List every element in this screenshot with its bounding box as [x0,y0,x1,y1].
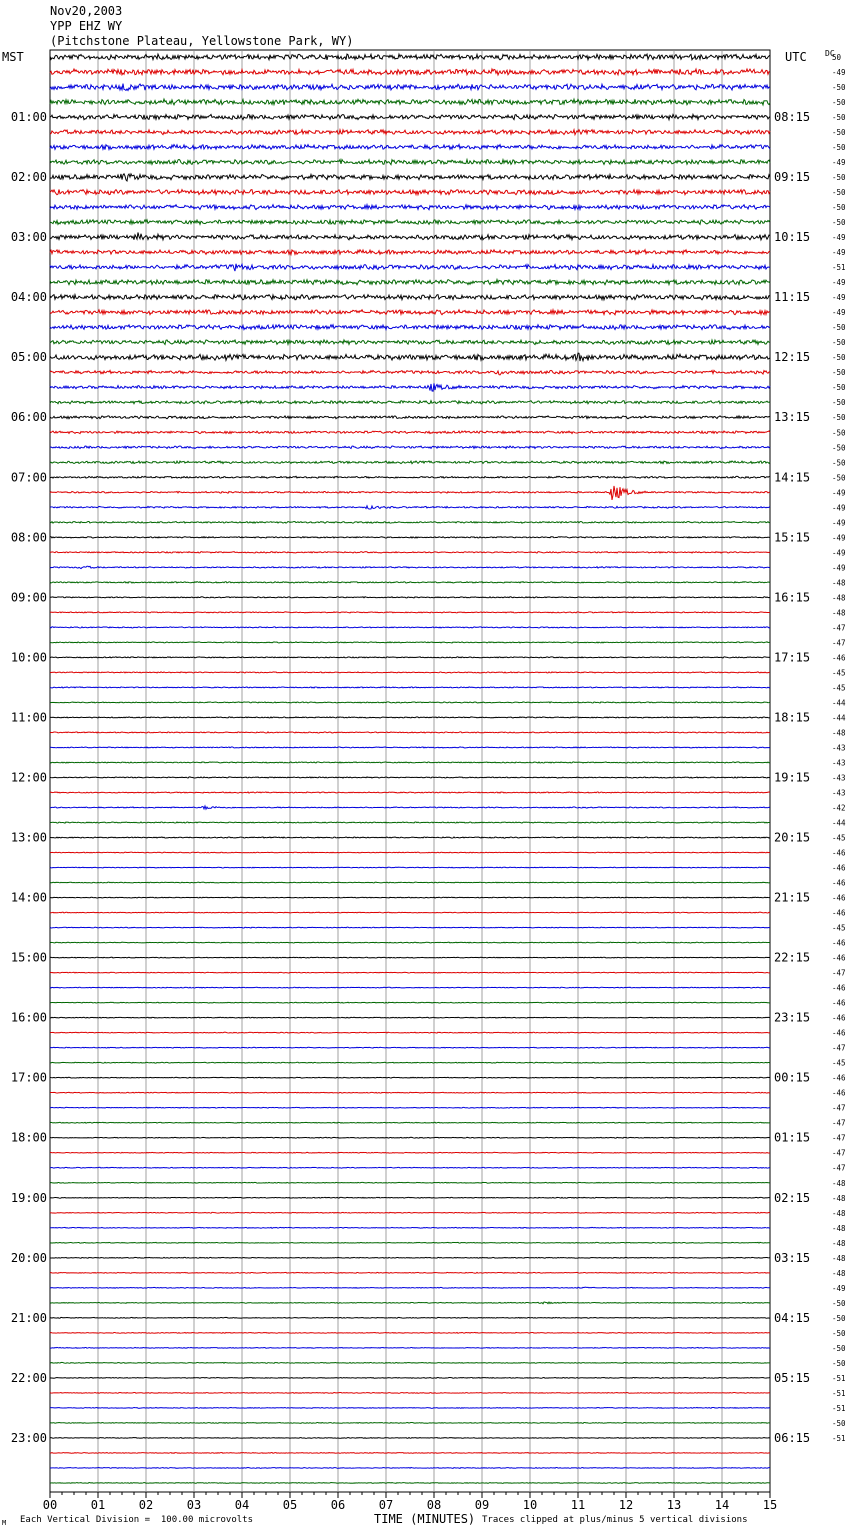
trace-line [50,99,770,105]
trace-line [50,1242,770,1243]
x-tick-label: 01 [90,1498,106,1512]
trace-line [50,1212,770,1213]
trace-line [50,1107,770,1108]
dc-offset-label: -51 [832,1388,846,1398]
trace-line [50,1407,770,1408]
trace-line [50,762,770,763]
dc-offset-label: -43 [832,758,846,768]
dc-offset-label: -50 [832,83,846,93]
dc-offset-label: -46 [832,653,846,663]
dc-offset-label: -49 [832,563,846,573]
trace-line [50,190,770,195]
trace-line [50,1182,770,1183]
trace-line [50,159,770,164]
x-tick-label: 05 [282,1498,298,1512]
trace-line [50,837,770,838]
utc-hour-label: 20:15 [774,830,811,845]
dc-offset-label: -46 [832,863,846,873]
trace-line [50,353,770,361]
utc-hour-label: 14:15 [774,470,811,485]
utc-hour-label: 05:15 [774,1370,811,1385]
trace-line [50,446,770,449]
x-tick-label: 00 [42,1498,58,1512]
seismic-traces [50,54,770,1483]
dc-offset-label: -49 [832,533,846,543]
utc-hour-label: 16:15 [774,590,811,605]
trace-line [50,325,770,330]
dc-offset-label: -50 [832,128,846,138]
trace-line [50,777,770,778]
dc-offset-label: -46 [832,1013,846,1023]
dc-offset-label: -45 [832,1058,846,1068]
trace-line [50,280,770,285]
trace-line [50,597,770,598]
trace-line [50,582,770,583]
mst-hour-label: 06:00 [10,410,47,425]
x-tick-label: 12 [618,1498,634,1512]
dc-offset-label: -48 [832,728,846,738]
trace-line [50,1392,770,1393]
dc-offset-label: -48 [832,1238,846,1248]
trace-line [50,702,770,703]
trace-line [50,672,770,673]
utc-hour-label: 10:15 [774,230,811,245]
trace-line [50,1422,770,1423]
dc-header: DC [825,49,835,58]
dc-offset-label: -46 [832,953,846,963]
mst-hour-label: 22:00 [10,1370,47,1385]
dc-offset-label: -46 [832,878,846,888]
dc-offset-label: -50 [832,368,846,378]
dc-offset-label: -48 [832,1253,846,1263]
utc-hour-label: 02:15 [774,1190,811,1205]
trace-line [50,1152,770,1153]
dc-offset-label: -48 [832,1178,846,1188]
trace-line [50,1467,770,1468]
trace-line [50,747,770,748]
dc-offset-label: -50 [832,383,846,393]
trace-line [50,1092,770,1093]
trace-line [50,84,770,91]
trace-line [50,1017,770,1018]
dc-offset-label: -44 [832,713,846,723]
dc-offset-label: -44 [832,698,846,708]
dc-offset-label: -49 [832,488,846,498]
utc-hour-label: 17:15 [774,650,811,665]
trace-line [50,174,770,181]
x-tick-label: 04 [234,1498,250,1512]
x-tick-label: 06 [330,1498,346,1512]
dc-offset-label: -47 [832,968,846,978]
dc-offset-label: -50 [832,203,846,213]
dc-offset-label: -44 [832,818,846,828]
dc-offset-label: -50 [832,338,846,348]
dc-offset-label: -50 [832,1418,846,1428]
trace-line [50,232,770,239]
mst-hour-labels [11,110,47,1445]
trace-line [50,642,770,643]
dc-offset-label: -46 [832,893,846,903]
dc-offset-label: -51 [832,1433,846,1443]
trace-line [50,867,770,868]
trace-line [50,476,770,478]
mst-hour-label: 05:00 [10,350,47,365]
right-timezone: UTC [785,50,807,64]
trace-line [50,220,770,225]
dc-offset-label: -48 [832,1268,846,1278]
trace-line [50,1227,770,1228]
dc-offset-label: -48 [832,1193,846,1203]
dc-offset-label: -49 [832,158,846,168]
dc-offset-label: -47 [832,1118,846,1128]
scale-note: Each Vertical Division = 100.00 microvolts [20,1515,253,1525]
trace-line [50,1452,770,1453]
utc-hour-label: 19:15 [774,770,811,785]
dc-offset-label: -50 [832,1313,846,1323]
trace-line [50,1167,770,1168]
trace-line [50,130,770,135]
dc-offset-label: -50 [832,1343,846,1353]
dc-offset-label: -47 [832,1163,846,1173]
dc-offset-label: -50 [832,473,846,483]
trace-line [50,612,770,613]
dc-offset-label: -42 [832,803,846,813]
dc-offset-label: -50 [832,353,846,363]
mst-hour-label: 14:00 [10,890,47,905]
dc-offset-label: -46 [832,848,846,858]
dc-offset-label: -50 [832,143,846,153]
left-timezone: MST [2,50,24,64]
trace-line [50,537,770,538]
dc-offset-label: -43 [832,743,846,753]
trace-line [50,310,770,315]
trace-line [50,1438,770,1439]
trace-line [50,114,770,119]
trace-line [50,792,770,793]
x-tick-label: 07 [378,1498,394,1512]
trace-line [50,687,770,688]
trace-line [50,1197,770,1198]
trace-line [50,927,770,928]
trace-line [50,566,770,568]
mst-hour-label: 10:00 [10,650,47,665]
utc-hour-label: 01:15 [774,1130,811,1145]
dc-offset-label: -46 [832,908,846,918]
trace-line [50,1347,770,1348]
trace-line [50,806,770,809]
x-tick-label: 11 [570,1498,586,1512]
utc-hour-label: 11:15 [774,290,811,305]
dc-offset-label: -49 [832,233,846,243]
trace-line [50,264,770,271]
dc-offset-label: 50 [832,53,842,62]
utc-hour-label: 23:15 [774,1010,811,1025]
utc-hour-label: 22:15 [774,950,811,965]
dc-offset-label: -50 [832,113,846,123]
utc-hour-label: 03:15 [774,1250,811,1265]
dc-offset-label: -47 [832,1133,846,1143]
dc-offset-label: -47 [832,638,846,648]
trace-line [50,383,770,391]
utc-hour-label: 15:15 [774,530,811,545]
x-axis-label: TIME (MINUTES) [374,1512,476,1526]
dc-offset-label: -45 [832,833,846,843]
x-tick-label: 15 [762,1498,778,1512]
trace-line [50,897,770,898]
dc-offset-label: -47 [832,623,846,633]
clip-note: Traces clipped at plus/minus 5 vertical divisions [482,1515,748,1525]
trace-line [50,1257,770,1258]
trace-line [50,1272,770,1273]
mst-hour-label: 03:00 [10,230,47,245]
dc-offset-label: -50 [832,398,846,408]
trace-line [50,461,770,464]
dc-offset-label: -48 [832,1208,846,1218]
trace-line [50,822,770,823]
trace-line [50,1002,770,1003]
trace-line [50,987,770,988]
trace-line [50,431,770,434]
dc-offset-label: -46 [832,983,846,993]
trace-line [50,145,770,150]
dc-offset-label: -46 [832,1073,846,1083]
utc-hour-label: 08:15 [774,110,811,125]
dc-offset-label: -49 [832,503,846,513]
utc-hour-label: 12:15 [774,350,811,365]
trace-line [50,882,770,883]
trace-line [50,1362,770,1363]
dc-offset-label: -50 [832,218,846,228]
trace-line [50,657,770,658]
trace-line [50,54,770,60]
dc-offset-label: -48 [832,608,846,618]
trace-line [50,1302,770,1304]
dc-offset-label: -49 [832,248,846,258]
trace-line [50,1317,770,1318]
trace-line [50,1047,770,1048]
trace-line [50,1032,770,1033]
dc-offset-label: -49 [832,1283,846,1293]
trace-line [50,416,770,419]
mst-hour-label: 23:00 [10,1430,47,1445]
mst-hour-label: 18:00 [10,1130,47,1145]
dc-offset-label: -49 [832,548,846,558]
mst-hour-label: 02:00 [10,170,47,185]
mst-hour-label: 11:00 [10,710,47,725]
dc-offset-label: -50 [832,173,846,183]
dc-offset-label: -50 [832,1298,846,1308]
dc-offset-label: -45 [832,923,846,933]
trace-line [50,552,770,553]
trace-line [50,1077,770,1078]
trace-line [50,912,770,913]
dc-offset-label: -48 [832,578,846,588]
utc-hour-label: 21:15 [774,890,811,905]
mst-hour-label: 17:00 [10,1070,47,1085]
trace-line [50,972,770,973]
trace-line [50,717,770,718]
dc-offset-label: -51 [832,1403,846,1413]
dc-offset-label: -49 [832,68,846,78]
dc-offset-label: -49 [832,293,846,303]
dc-offset-label: -51 [832,263,846,273]
dc-offset-label: -50 [832,458,846,468]
mst-hour-label: 07:00 [10,470,47,485]
station-code: YPP EHZ WY [50,19,123,33]
dc-offset-label: -48 [832,593,846,603]
mst-hour-label: 13:00 [10,830,47,845]
trace-line [50,506,770,509]
x-axis [43,1492,777,1512]
trace-line [50,1122,770,1123]
x-tick-label: 08 [426,1498,442,1512]
trace-line [50,205,770,210]
corner-mark: M [2,1519,7,1527]
dc-offset-label: -47 [832,1148,846,1158]
trace-line [50,1062,770,1063]
x-tick-label: 02 [138,1498,154,1512]
mst-hour-label: 04:00 [10,290,47,305]
dc-offset-label: -43 [832,773,846,783]
utc-hour-label: 06:15 [774,1430,811,1445]
trace-line [50,521,770,523]
dc-offset-label: -49 [832,308,846,318]
utc-hour-label: 13:15 [774,410,811,425]
mst-hour-label: 16:00 [10,1010,47,1025]
x-tick-label: 09 [474,1498,490,1512]
dc-offset-label: -50 [832,428,846,438]
utc-hour-label: 00:15 [774,1070,811,1085]
trace-line [50,732,770,733]
dc-offset-label: -50 [832,1328,846,1338]
trace-line [50,340,770,345]
dc-offset-label: -46 [832,1088,846,1098]
dc-offset-label: -49 [832,518,846,528]
trace-line [50,401,770,404]
dc-offset-label: -48 [832,1223,846,1233]
trace-line [50,957,770,958]
dc-offset-label: -46 [832,1028,846,1038]
utc-hour-label: 04:15 [774,1310,811,1325]
dc-offset-labels [832,53,846,1443]
trace-line [50,1483,770,1484]
trace-line [50,1332,770,1333]
dc-offset-label: -46 [832,998,846,1008]
dc-offset-label: -47 [832,1043,846,1053]
utc-hour-label: 09:15 [774,170,811,185]
utc-hour-label: 18:15 [774,710,811,725]
x-tick-label: 03 [186,1498,202,1512]
dc-offset-label: -50 [832,188,846,198]
dc-offset-label: -45 [832,668,846,678]
x-tick-label: 10 [522,1498,538,1512]
mst-hour-label: 01:00 [10,110,47,125]
trace-line [50,1137,770,1138]
trace-line [50,852,770,853]
mst-hour-label: 08:00 [10,530,47,545]
mst-hour-label: 09:00 [10,590,47,605]
trace-line [50,486,770,500]
mst-hour-label: 15:00 [10,950,47,965]
dc-offset-label: -51 [832,1373,846,1383]
chart-date: Nov20,2003 [50,4,123,18]
mst-hour-label: 21:00 [10,1310,47,1325]
x-tick-label: 13 [666,1498,682,1512]
station-location: (Pitchstone Plateau, Yellowstone Park, WY) [50,34,354,48]
trace-line [50,69,770,75]
mst-hour-label: 20:00 [10,1250,47,1265]
dc-offset-label: -46 [832,938,846,948]
trace-line [50,295,770,300]
mst-hour-label: 19:00 [10,1190,47,1205]
mst-hour-label: 12:00 [10,770,47,785]
dc-offset-label: -50 [832,413,846,423]
dc-offset-label: -45 [832,683,846,693]
dc-offset-label: -49 [832,278,846,288]
x-tick-label: 14 [714,1498,730,1512]
trace-line [50,250,770,255]
dc-offset-label: -50 [832,443,846,453]
trace-line [50,627,770,628]
dc-offset-label: -47 [832,1103,846,1113]
trace-line [50,1287,770,1288]
trace-line [50,942,770,943]
trace-line [50,370,770,375]
trace-line [50,1377,770,1378]
dc-offset-label: -50 [832,323,846,333]
dc-offset-label: -50 [832,98,846,108]
dc-offset-label: -43 [832,788,846,798]
utc-hour-labels [774,110,810,1445]
dc-offset-label: -50 [832,1358,846,1368]
